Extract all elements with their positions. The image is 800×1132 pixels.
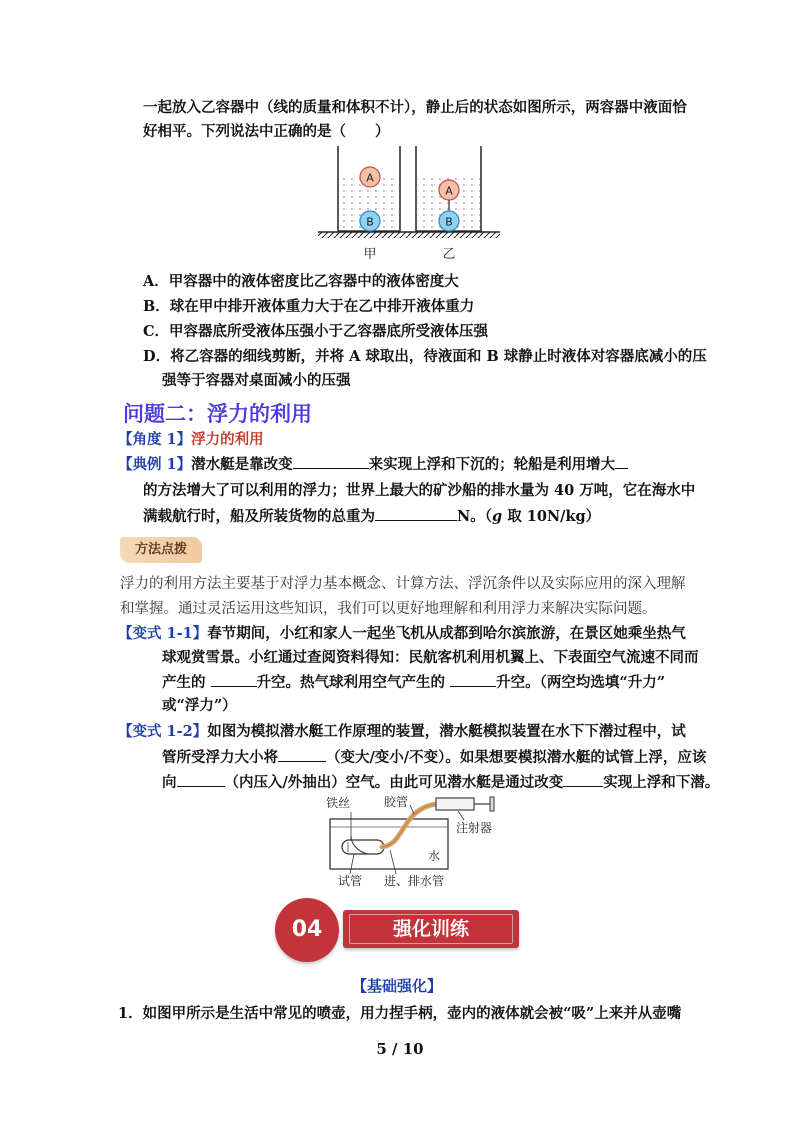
answer-blank[interactable] (615, 454, 628, 469)
question-text-line-1: 一起放入乙容器中（线的质量和体积不计），静止后的状态如图所示，两容器中液面恰 (143, 99, 687, 116)
option-b: B．球在甲中排开液体重力大于在乙中排开液体重力 (143, 298, 475, 315)
option-d: D．将乙容器的细线剪断，并将 A 球取出，待液面和 B 球静止时液体对容器底减小的压 (143, 348, 707, 365)
page-number: 5 / 10 (376, 1040, 424, 1058)
example-text-3d: 取 10N/kg） (502, 508, 601, 525)
variant-1-1-text-1: 春节期间，小红和家人一起坐飞机从成都到哈尔滨旅游，在景区她乘坐热气 (207, 625, 686, 642)
section-banner (275, 898, 525, 962)
variant-1-1-text-3a: 产生的 (162, 674, 211, 691)
caption-yi: 乙 (442, 247, 456, 262)
label-water: 水 (428, 849, 441, 863)
label-syringe: 注射器 (456, 821, 493, 835)
example-text-3a: 满载航行时，船及所装货物的总重为 (143, 508, 375, 525)
example-tag: 【典例 1】 (118, 456, 192, 473)
label-iron-wire: 铁丝 (326, 796, 351, 810)
g-symbol: g (492, 508, 503, 525)
question-text-line-2: 好相平。下列说法中正确的是（ ） (143, 123, 390, 140)
example-text-1a: 潜水艇是靠改变 (191, 456, 293, 473)
variant-1-2-line-2 (162, 747, 706, 768)
variant-1-2-text-1: 如图为模拟潜水艇工作原理的装置，潜水艇模拟装置在水下下潜过程中，试 (207, 723, 686, 740)
variant-1-2-text-3a: 向 (162, 774, 177, 791)
variant-1-1-line-4: 或“浮力”） (162, 697, 237, 714)
answer-blank[interactable] (211, 672, 257, 687)
example-text-3b: N。（ (457, 508, 493, 525)
answer-blank[interactable] (563, 772, 603, 787)
section-title-bar (343, 910, 519, 948)
section-number-badge: 04 (275, 898, 339, 962)
basic-heading: 【基础强化】 (352, 977, 443, 995)
answer-blank[interactable] (450, 672, 496, 687)
syringe (436, 798, 474, 810)
answer-blank[interactable] (293, 454, 369, 469)
label-test-tube: 试管 (338, 874, 363, 888)
containers-figure (318, 140, 500, 268)
example-line-2: 的方法增大了可以利用的浮力；世界上最大的矿沙船的排水量为 40 万吨，它在海水中 (143, 482, 696, 499)
answer-blank[interactable] (375, 506, 457, 521)
variant-1-2-tag: 【变式 1-2】 (118, 723, 208, 740)
example-line-3 (143, 506, 600, 527)
submarine-model-figure (318, 792, 508, 890)
variant-1-2-line-3 (162, 772, 719, 793)
ball-b-label-yi: B (445, 215, 453, 229)
angle-text: 浮力的利用 (191, 431, 264, 448)
option-c: C．甲容器底所受液体压强小于乙容器底所受液体压强 (143, 323, 489, 340)
section-title: 强化训练 (392, 918, 469, 940)
variant-1-1-line-1 (118, 624, 686, 644)
caption-jia: 甲 (363, 247, 377, 262)
ball-a-label-yi: A (445, 184, 453, 198)
angle-row (118, 430, 264, 450)
variant-1-2-text-3b: （内压入/外抽出）空气。由此可见潜水艇是通过改变 (224, 774, 564, 791)
variant-1-2-text-3c: 实现上浮和下潜。 (603, 774, 720, 791)
method-tip-badge: 方法点拨 (120, 537, 202, 563)
option-d-continued: 强等于容器对桌面减小的压强 (162, 372, 351, 389)
ball-b-label: B (366, 215, 374, 229)
method-text-line-1: 浮力的利用方法主要基于对浮力基本概念、计算方法、浮沉条件以及实际应用的深入理解 (120, 576, 686, 592)
variant-1-2-text-2a: 管所受浮力大小将 (162, 749, 278, 766)
variant-1-1-text-3c: 升空。（两空均选填“升力” (496, 674, 666, 691)
answer-blank[interactable] (278, 747, 326, 762)
ball-a-label: A (366, 171, 374, 185)
example-line-1 (118, 454, 628, 475)
example-text-1b: 来实现上浮和下沉的；轮船是利用增大 (368, 456, 616, 473)
variant-1-2-text-2b: （变大/变小/不变）。如果想要模拟潜水艇的试管上浮，应该 (326, 749, 707, 766)
question-1-text: 1．如图甲所示是生活中常见的喷壶，用力捏手柄，壶内的液体就会被“吸”上来并从壶嘴 (118, 1005, 682, 1022)
label-hose: 胶管 (384, 795, 409, 809)
option-a: A．甲容器中的液体密度比乙容器中的液体密度大 (143, 273, 459, 290)
variant-1-1-line-2: 球观赏雪景。小红通过查阅资料得知：民航客机利用机翼上、下表面空气流速不同而 (162, 649, 699, 666)
variant-1-1-tag: 【变式 1-1】 (118, 625, 208, 642)
answer-blank[interactable] (177, 772, 225, 787)
variant-1-1-line-3 (162, 672, 665, 693)
section-heading: 问题二：浮力的利用 (123, 402, 312, 426)
ground-hatch (318, 232, 500, 238)
method-text-line-2: 和掌握。通过灵活运用这些知识，我们可以更好地理解和利用浮力来解决实际问题。 (120, 601, 657, 617)
angle-tag: 【角度 1】 (118, 431, 192, 448)
variant-1-1-text-3b: 升空。热气球利用空气产生的 (256, 674, 451, 691)
variant-1-2-line-1 (118, 722, 686, 742)
label-pipe: 进、排水管 (384, 874, 445, 888)
